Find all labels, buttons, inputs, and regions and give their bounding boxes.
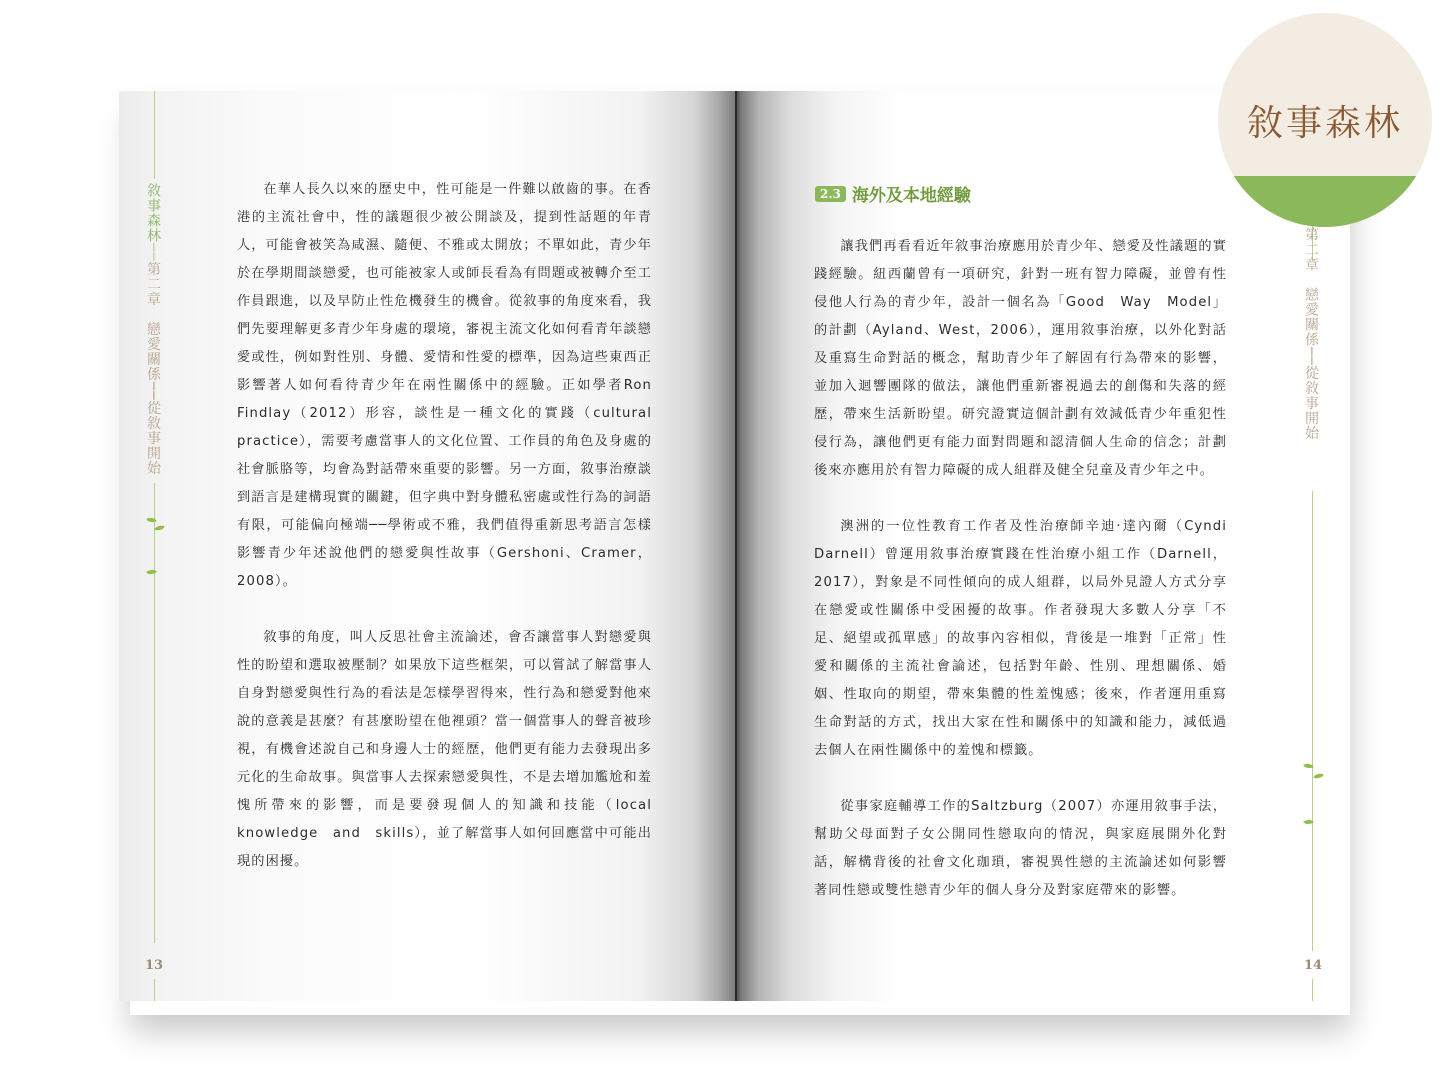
- margin-rule-bottom: [1312, 491, 1313, 951]
- leaf-icon: [1313, 772, 1323, 780]
- page-number: 13: [145, 958, 164, 973]
- paragraph: 在華人長久以來的歷史中，性可能是一件難以啟齒的事。在香港的主流社會中，性的議題很少被公開談及，提到性話題的年青人，可能會被笑為咸濕、隨便、不雅或太開放；不單如此，青少年於在學期間談戀愛，也可能被家人或師長看為有問題或被轉介至工作員跟進，以及早防止性危機發生的機會。從敘事的角度來看，我們先要理解更多青少年身處的環境，審視主流文化如何看青年談戀愛或性，例如對性別、身體、愛情和性愛的標準，因為這些東西正影響著人如何看待青少年在兩性關係中的經驗。正如學者Ron Findlay（2012）形容，談性是一種文化的實踐（cultural practice），需要考慮當事人的文化位置、工作員的角色及身處的社會脈胳等，均會為對話帶來重要的影響。另一方面，敘事治療談到語言是建構現實的關鍵，但字典中對身體私密處或性行為的詞語有限，可能偏向極端──學術或不雅，我們值得重新思考語言怎樣影響青少年述說他們的戀愛與性故事（Gershoni、Cramer，2008）。: [237, 182, 667, 589]
- left-page: [119, 91, 736, 1001]
- book-gutter: [735, 91, 737, 1001]
- brand-badge: [1218, 13, 1432, 227]
- left-body-text: [237, 176, 667, 904]
- right-page: [735, 91, 1348, 1001]
- leaf-icon: [146, 567, 157, 577]
- leaf-icon: [146, 516, 157, 525]
- running-header-chapter: 第二章 戀愛關係──從敘事開始: [145, 261, 161, 476]
- badge-title: 敘事森林: [1246, 103, 1403, 144]
- badge-accent: [1218, 176, 1432, 227]
- paragraph: 讓我們再看看近年敘事治療應用於青少年、戀愛及性議題的實踐經驗。紐西蘭曾有一項研究，針對一班有智力障礙，並曾有性侵他人行為的青少年，設計一個名為「Good Way Model」的計劃（Ayland、West，2006），運用敘事治療，以外化對話及重寫生命對話的概念，幫助青少年了解固有行為帶來的影響，並加入迴響團隊的做法，讓他們重新審視過去的創傷和失落的經歷，帶來生活新盼望。研究證實這個計劃有效減低青少年重犯性侵行為，讓他們更有能力面對問題和認清個人生命的信念；計劃後來亦應用於有智力障礙的成人組群及健全兒童及青少年之中。: [814, 239, 1227, 478]
- margin-rule-foot: [154, 979, 155, 1001]
- left-running-header: [145, 183, 161, 476]
- margin-rule-foot: [1312, 979, 1313, 1001]
- section-number-badge: 2.3: [815, 186, 846, 202]
- paragraph: 從事家庭輔導工作的Saltzburg（2007）亦運用敘事手法，幫助父母面對子女公開同性戀取向的情況，與家庭展開外化對話，解構背後的社會文化珈瑣，審視異性戀的主流論述如何影響著同性戀或雙性戀青少年的個人身分及對家庭帶來的影響。: [814, 799, 1227, 898]
- running-header-series: 敘事森林: [145, 183, 161, 243]
- margin-rule-top: [154, 91, 155, 179]
- header-divider: ──: [145, 243, 161, 262]
- paragraph: 敘事的角度，叫人反思社會主流論述，會否讓當事人對戀愛與性的盼望和選取被壓制？如果放下這些框架，可以嘗試了解當事人自身對戀愛與性行為的看法是怎樣學習得來，性行為和戀愛對他來說的意義是甚麼？有甚麼盼望在他裡頭？當一個當事人的聲音被珍視，有機會述說自己和身邊人士的經歷，他們更有能力去發現出多元化的生命故事。與當事人去探索戀愛與性，不是去增加尷尬和羞愧所帶來的影響，而是要發現個人的知識和技能（local knowledge and skills），並了解當事人如何回應當中可能出現的困擾。: [237, 630, 667, 869]
- right-body-text: [814, 233, 1242, 933]
- leaf-icon: [154, 524, 164, 532]
- section-heading: [815, 181, 971, 206]
- margin-rule-bottom: [154, 483, 155, 943]
- running-header-chapter: 第二章 戀愛關係──從敘事開始: [1303, 227, 1319, 441]
- section-title: 海外及本地經驗: [851, 186, 971, 206]
- right-running-header: [1303, 227, 1319, 441]
- page-number: 14: [1304, 958, 1323, 973]
- paragraph: 澳洲的一位性教育工作者及性治療師辛迪·達內爾（Cyndi Darnell）曾運用敘事治療實踐在性治療小組工作（Darnell，2017），對象是不同性傾向的成人組群，以局外見證人方式分享在戀愛或性關係中受困擾的故事。作者發現大多數人分享「不足、絕望或孤單感」的故事內容相似，背後是一堆對「正常」性愛和關係的主流社會論述，包括對年齡、性別、理想關係、婚姻、性取向的期望，帶來集體的性羞愧感；後來，作者運用重寫生命對話的方式，找出大家在性和關係中的知識和能力，減低過去個人在兩性關係中的羞愧和標籤。: [814, 519, 1242, 758]
